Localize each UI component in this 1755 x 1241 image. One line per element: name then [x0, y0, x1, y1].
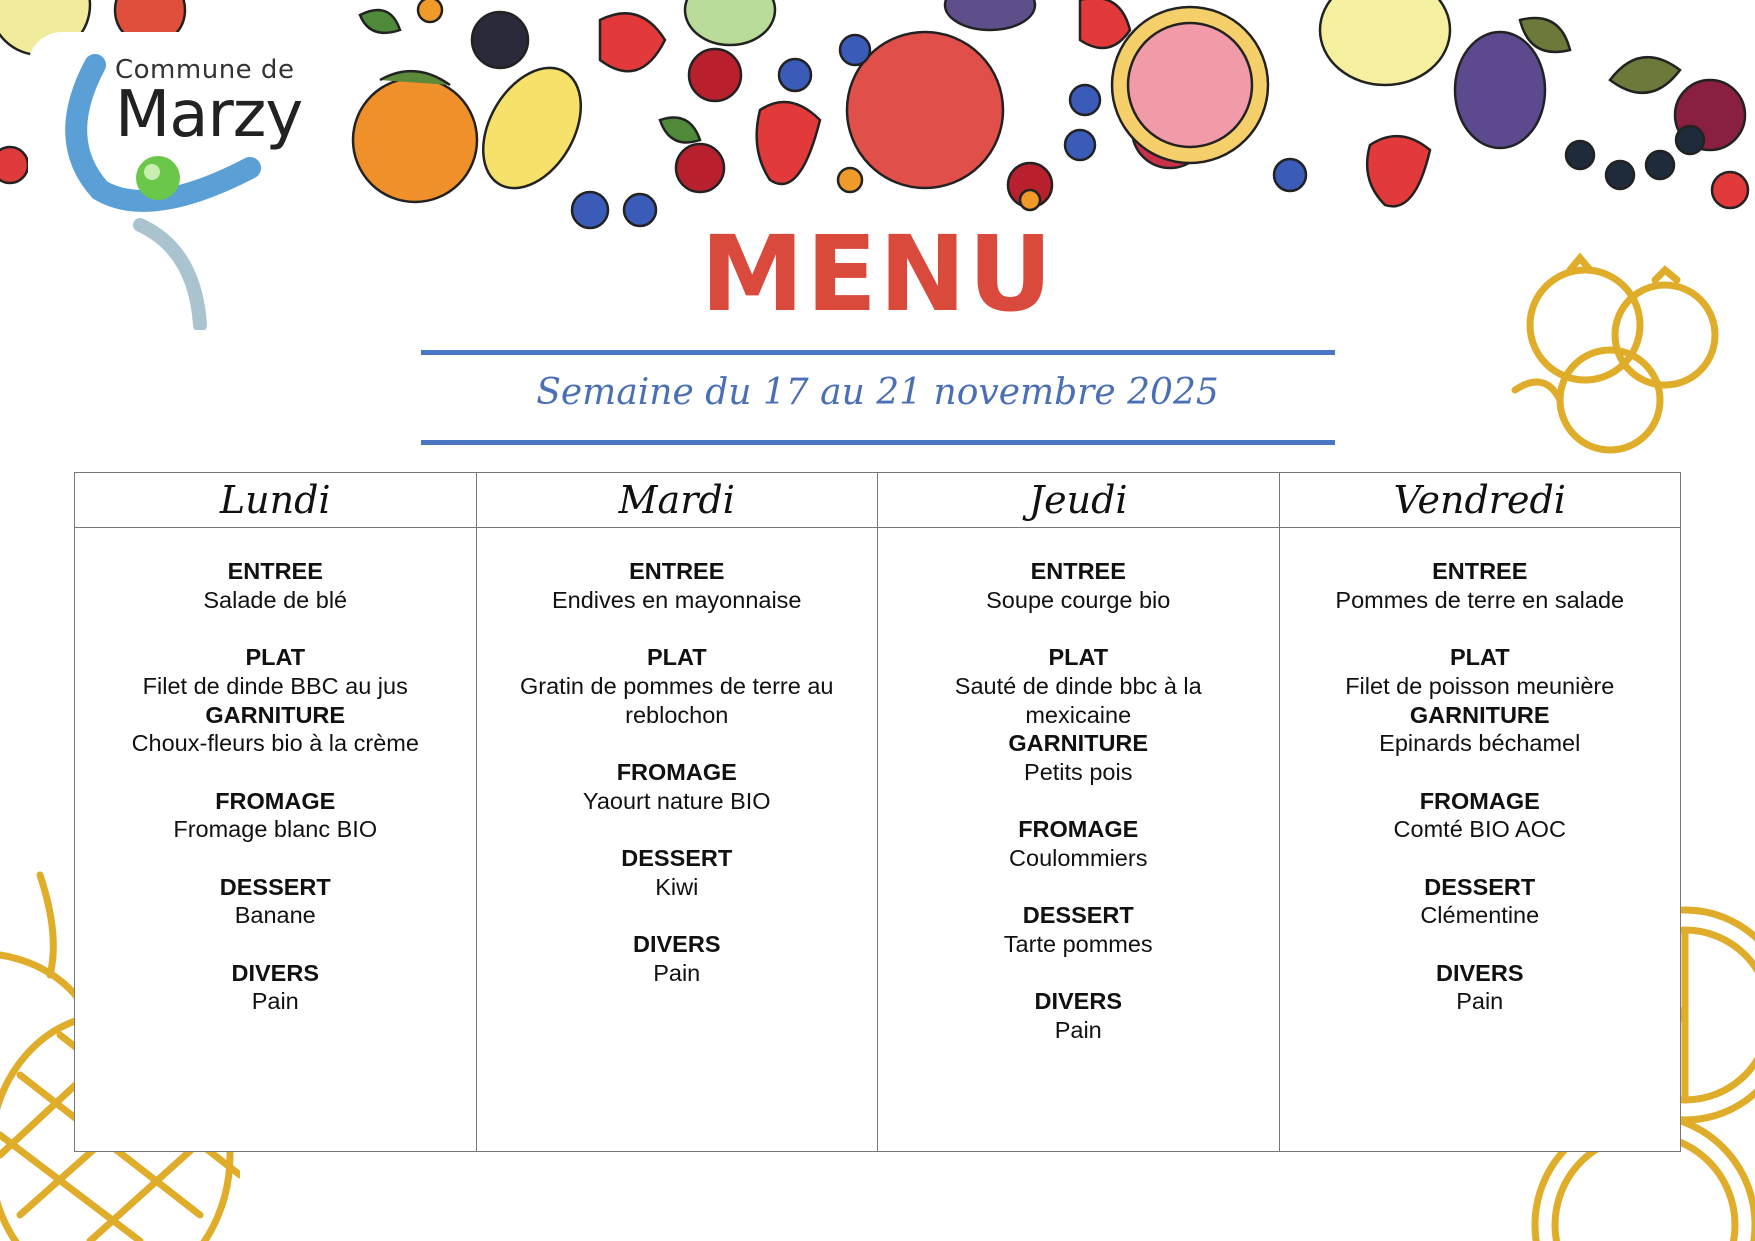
dish-name: Banane [234, 902, 316, 929]
day-header: Vendredi [1280, 473, 1681, 528]
day-column-vendredi [1280, 473, 1681, 1151]
dish-name: Tarte pommes [1003, 931, 1153, 958]
menu-section-dessert [1280, 873, 1681, 930]
dish-name: Endives en mayonnaise [551, 586, 802, 613]
day-column-jeudi [878, 473, 1280, 1151]
section-label: PLAT [245, 644, 306, 671]
menu-section-divers [75, 959, 476, 1016]
section-label: ENTREE [1432, 558, 1528, 584]
dish-name: Fromage blanc BIO [173, 816, 378, 843]
menu-section-divers [507, 930, 847, 987]
section-label: ENTREE [629, 558, 725, 584]
menu-section-plat [507, 643, 847, 729]
section-label: PLAT [646, 644, 707, 671]
menu-section-entree [1280, 557, 1681, 614]
dish-name: Comté BIO AOC [1393, 816, 1566, 843]
menu-table [74, 472, 1681, 1152]
day-menu-body [928, 528, 1228, 1074]
menu-section-garniture [928, 729, 1228, 786]
menu-section-garniture [75, 701, 476, 758]
section-label: DESSERT [219, 873, 331, 900]
day-menu-body [507, 528, 847, 1016]
menu-section-fromage [75, 787, 476, 844]
section-label: FROMAGE [616, 758, 737, 785]
dish-name: Pain [653, 959, 701, 986]
section-label: DESSERT [1424, 873, 1536, 900]
dish-name: Salade de blé [203, 586, 348, 613]
title-divider-bottom [421, 440, 1335, 445]
dish-name: Petits pois [1024, 758, 1133, 785]
menu-section-entree [928, 557, 1228, 614]
section-label: GARNITURE [1008, 730, 1149, 757]
dish-name: Epinards béchamel [1379, 730, 1581, 757]
section-label: GARNITURE [1409, 701, 1550, 728]
page-title: MENU [700, 213, 1055, 335]
day-header: Mardi [477, 473, 878, 528]
dish-name: Gratin de pommes de terre au reblochon [520, 672, 834, 728]
dish-name: Clémentine [1420, 902, 1540, 929]
section-label: PLAT [1449, 644, 1510, 671]
dish-name: Filet de dinde BBC au jus [142, 672, 408, 699]
section-label: FROMAGE [1419, 787, 1540, 814]
dish-name: Coulommiers [1009, 845, 1148, 871]
dish-name: Sauté de dinde bbc à la mexicaine [954, 672, 1202, 728]
dish-name: Filet de poisson meunière [1345, 672, 1615, 699]
menu-section-plat [75, 643, 476, 700]
day-column-mardi [477, 473, 879, 1151]
menu-section-divers [1280, 959, 1681, 1016]
section-label: DIVERS [231, 959, 319, 986]
section-label: ENTREE [1030, 558, 1126, 584]
week-subtitle: Semaine du 17 au 21 novembre 2025 [536, 372, 1219, 413]
menu-section-fromage [507, 758, 847, 815]
day-menu-body [1280, 528, 1681, 1045]
section-label: FROMAGE [215, 787, 336, 814]
logo-town-name: Marzy [115, 78, 303, 152]
dish-name: Pommes de terre en salade [1335, 586, 1625, 613]
title-divider-top [421, 350, 1335, 355]
day-header: Lundi [75, 473, 476, 528]
menu-section-fromage [1280, 787, 1681, 844]
menu-section-dessert [507, 844, 847, 901]
dish-name: Kiwi [655, 873, 699, 900]
menu-section-dessert [928, 901, 1228, 958]
menu-section-entree [507, 557, 847, 614]
menu-section-divers [928, 987, 1228, 1044]
menu-section-entree [75, 557, 476, 614]
section-label: DIVERS [1034, 988, 1122, 1015]
section-label: PLAT [1048, 644, 1109, 671]
menu-section-plat [928, 643, 1228, 729]
dish-name: Yaourt nature BIO [582, 787, 771, 814]
dish-name: Pain [1456, 988, 1504, 1015]
section-label: DIVERS [633, 931, 721, 958]
menu-section-fromage [928, 815, 1228, 872]
section-label: ENTREE [227, 558, 323, 584]
day-menu-body [75, 528, 476, 1045]
menu-section-plat [1280, 643, 1681, 700]
day-header: Jeudi [878, 473, 1279, 528]
dish-name: Choux-fleurs bio à la crème [131, 730, 419, 757]
menu-section-garniture [1280, 701, 1681, 758]
section-label: GARNITURE [205, 701, 346, 728]
dish-name: Pain [251, 988, 299, 1015]
section-label: DESSERT [1022, 902, 1134, 929]
section-label: FROMAGE [1018, 816, 1139, 843]
day-column-lundi [75, 473, 477, 1151]
section-label: DESSERT [621, 844, 733, 871]
section-label: DIVERS [1436, 959, 1524, 986]
dish-name: Pain [1054, 1017, 1102, 1044]
menu-section-dessert [75, 873, 476, 930]
logo-commune-text: Commune de [115, 55, 295, 85]
dish-name: Soupe courge bio [986, 586, 1171, 613]
